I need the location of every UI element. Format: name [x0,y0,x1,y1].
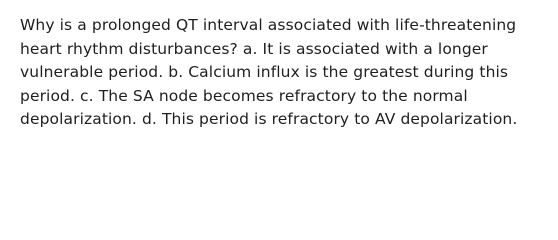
question-text: Why is a prolonged QT interval associated with life-threatening heart rhythm disturbances? a. It is associated with a longer vulnerable period. b. Calcium influx is the greatest during this period. c. The SA node becomes refractory to the normal depolarization. d. This period is refractory to AV depolarization. [20,16,518,128]
